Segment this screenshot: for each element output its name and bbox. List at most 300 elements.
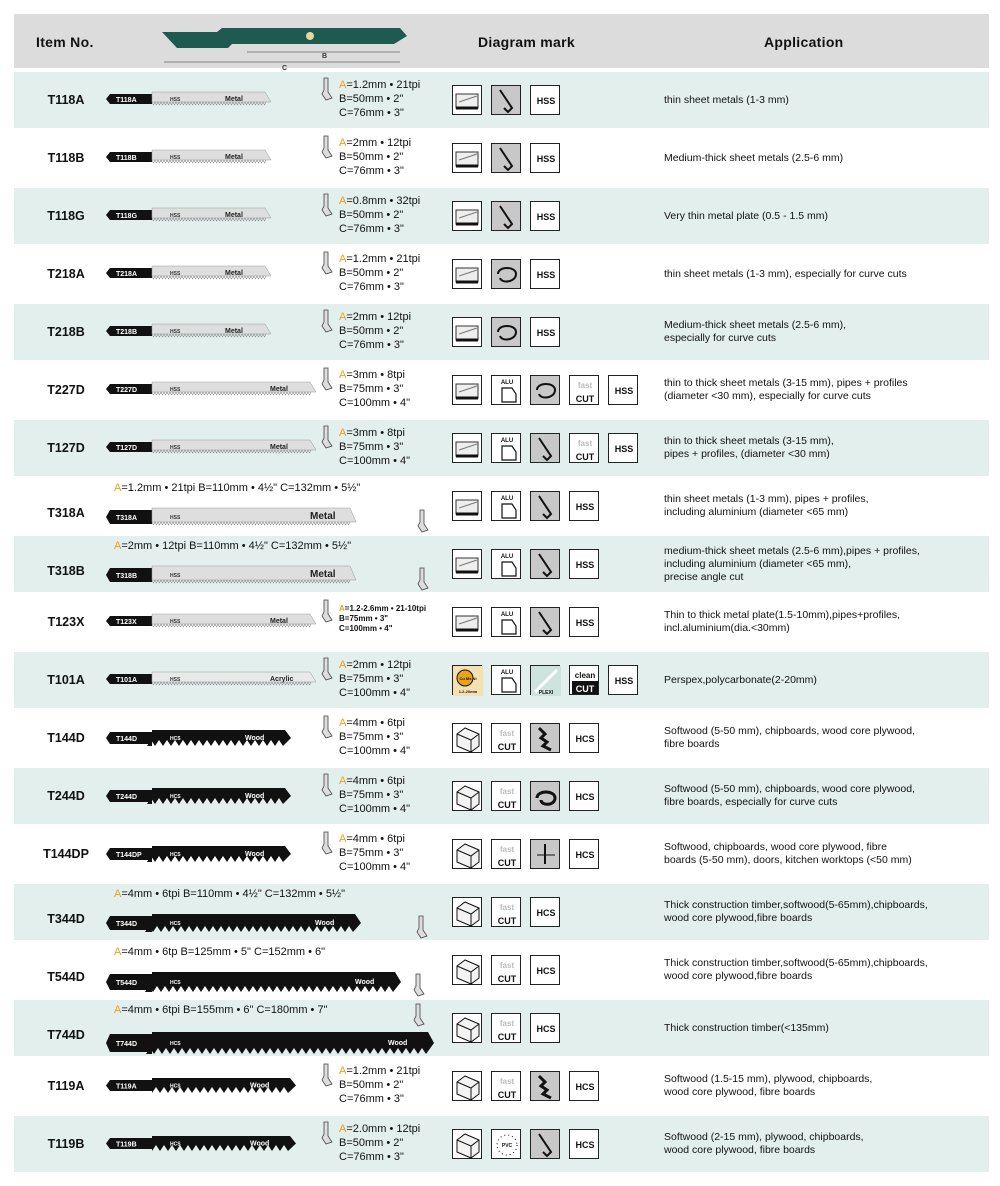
table-row <box>14 1116 989 1172</box>
aluminium-profile-icon <box>491 491 521 521</box>
hcs-steel-badge <box>569 781 599 811</box>
table-row <box>14 942 989 998</box>
application-text <box>664 435 984 461</box>
item-number: T118B <box>47 151 85 165</box>
dimension-value: =2mm • 12tpi <box>346 659 412 671</box>
dimension-value: =4mm • 6tpi <box>346 833 405 845</box>
table-row <box>14 1058 989 1114</box>
svg-text:HSS: HSS <box>614 386 634 396</box>
blade-body <box>147 788 291 804</box>
blade-shank-label: T118G <box>116 213 138 220</box>
curve-cut-icon <box>491 317 521 347</box>
dimension-a-label: A <box>339 717 347 729</box>
diagram-marks <box>452 723 599 753</box>
application-line: thin to thick sheet metals (3-15 mm), pipes + profiles <box>664 377 908 389</box>
application-text <box>664 377 984 403</box>
diagram-marks <box>452 259 560 289</box>
diagram-marks <box>452 1129 599 1159</box>
svg-text:HCS: HCS <box>575 792 595 802</box>
blade-teeth <box>152 580 350 583</box>
svg-text:CUT: CUT <box>575 394 595 404</box>
hcs-steel-badge <box>530 897 560 927</box>
blade-shank-label: T244D <box>116 794 138 801</box>
svg-text:HSS: HSS <box>536 96 556 106</box>
application-line: Very thin metal plate (0.5 - 1.5 mm) <box>664 209 828 222</box>
application-text <box>664 319 984 345</box>
dimension-line: B=75mm • 3" <box>339 731 404 743</box>
dimension-a-label: A <box>339 1065 347 1077</box>
jigsaw-direction-icon <box>322 716 332 738</box>
item-number: T227D <box>47 383 85 397</box>
dimension-line: C=76mm • 3" <box>339 281 404 293</box>
application-line: incl.aluminium(dia.<30mm) <box>664 622 790 634</box>
dimension-line: B=50mm • 2" <box>339 1137 404 1149</box>
application-line: Thick construction timber,softwood(5-65mm),chipboards, <box>664 899 928 911</box>
svg-text:Cu Ms Ni: Cu Ms Ni <box>459 676 477 681</box>
blade-steel-label: HSS <box>170 619 181 625</box>
dimension-line: C=100mm • 4" <box>339 397 411 409</box>
header-label-c: C <box>282 65 288 72</box>
svg-text:ALU: ALU <box>500 496 514 502</box>
table-row <box>14 1000 989 1056</box>
fast-cut-icon <box>491 897 521 927</box>
dimension-line: B=75mm • 3" <box>339 614 389 623</box>
dimension-line <box>339 832 410 846</box>
application-text <box>664 725 984 751</box>
application-line: Perspex,polycarbonate(2-20mm) <box>664 673 817 686</box>
wood-block-icon <box>452 839 482 869</box>
blade-dimensions <box>339 832 410 874</box>
blade-shank-label: T144D <box>116 736 138 743</box>
svg-text:HSS: HSS <box>575 618 595 628</box>
fast-cut-icon <box>491 955 521 985</box>
blade-material-label: Metal <box>225 96 243 103</box>
dimension-line <box>339 310 411 324</box>
blade-shank-label: T127D <box>116 445 138 452</box>
blade-dimensions <box>339 194 420 236</box>
dimension-line: C=76mm • 3" <box>339 1151 404 1163</box>
svg-text:CUT: CUT <box>497 800 517 810</box>
hss-steel-badge <box>530 259 560 289</box>
blade-teeth <box>152 522 350 525</box>
application-line: precise angle cut <box>664 570 744 583</box>
dimension-value: =4mm • 6tp B=125mm • 5" C=152mm • 6" <box>121 946 326 958</box>
fast-cut-icon <box>491 723 521 753</box>
rough-cut-icon <box>530 1071 560 1101</box>
blade-steel-label: HSS <box>170 515 181 521</box>
dimension-a-label: A <box>114 946 122 958</box>
svg-text:HSS: HSS <box>536 212 556 222</box>
jigsaw-direction-icon <box>322 774 332 796</box>
wood-block-icon <box>452 781 482 811</box>
jigsaw-direction-icon <box>418 510 428 532</box>
svg-text:fast: fast <box>577 381 593 390</box>
blade-image <box>14 826 374 882</box>
hss-steel-badge <box>530 317 560 347</box>
dimension-value: =2mm • 12tpi <box>346 137 412 149</box>
dimension-value: =1.2-2.6mm • 21-10tpi <box>344 604 427 613</box>
svg-text:CUT: CUT <box>497 916 517 926</box>
hss-steel-badge <box>608 433 638 463</box>
svg-text:ALU: ALU <box>500 554 514 560</box>
sheet-metal-icon <box>452 549 482 579</box>
jigsaw-direction-icon <box>322 78 332 100</box>
application-line: Softwood, chipboards, wood core plywood, fibre <box>664 841 887 853</box>
dimension-value: =1.2mm • 21tpi <box>346 253 421 265</box>
blade-steel-label: HCS <box>170 1083 181 1090</box>
blade-material-label: Metal <box>270 386 288 393</box>
diagram-marks <box>452 665 638 695</box>
jigsaw-direction-icon <box>322 1064 332 1086</box>
diagram-marks <box>452 897 560 927</box>
dimension-value: =4mm • 6tpi <box>346 717 405 729</box>
blade-material-label: Wood <box>355 979 375 986</box>
sheet-metal-icon <box>452 143 482 173</box>
non-ferrous-metal-icon <box>452 665 482 695</box>
application-line: boards (5-50 mm), doors, kitchen worktops (<50 mm) <box>664 854 912 866</box>
jigsaw-direction-icon <box>322 600 332 622</box>
fast-cut-icon <box>491 781 521 811</box>
svg-text:fast: fast <box>577 439 593 448</box>
item-number: T101A <box>47 673 85 687</box>
application-line: thin sheet metals (1-3 mm) <box>664 93 789 106</box>
item-number: T744D <box>47 1028 85 1042</box>
application-line: Medium-thick sheet metals (2.5-6 mm), <box>664 319 847 331</box>
dimension-line <box>339 1064 420 1078</box>
aluminium-profile-icon <box>491 375 521 405</box>
application-line: fibre boards <box>664 738 720 750</box>
hcs-steel-badge <box>530 955 560 985</box>
dimension-line <box>339 252 420 266</box>
hss-steel-badge <box>608 375 638 405</box>
rough-cut-icon <box>530 723 560 753</box>
dimension-line: B=75mm • 3" <box>339 441 404 453</box>
dimension-line <box>339 136 411 150</box>
dimension-line: C=100mm • 4" <box>339 687 411 699</box>
sheet-metal-icon <box>452 375 482 405</box>
dimension-line <box>339 194 420 208</box>
dimension-value: =0.8mm • 32tpi <box>346 195 421 207</box>
table-row <box>14 188 989 244</box>
application-line: Thin to thick metal plate(1.5-10mm),pipes+profiles, <box>664 609 901 621</box>
diagram-marks <box>452 839 599 869</box>
dimension-line: C=76mm • 3" <box>339 339 404 351</box>
jigsaw-direction-icon <box>322 194 332 216</box>
application-line: fibre boards, especially for curve cuts <box>664 796 838 808</box>
svg-text:HSS: HSS <box>536 154 556 164</box>
dimension-line: C=76mm • 3" <box>339 165 404 177</box>
item-number: T119A <box>47 1079 85 1093</box>
dimension-value: =4mm • 6tpi <box>346 775 405 787</box>
blade-material-label: Metal <box>310 569 336 580</box>
item-number: T318B <box>47 564 85 578</box>
table-row <box>14 536 989 592</box>
blade-shank-label: T101A <box>116 677 138 684</box>
blade-shank-label: T227D <box>116 387 138 394</box>
blade-steel-label: HSS <box>170 445 181 451</box>
blade-steel-label: HSS <box>170 155 181 161</box>
precise-cut-icon <box>530 839 560 869</box>
blade-image <box>14 652 374 708</box>
dimension-line: C=76mm • 3" <box>339 223 404 235</box>
dimension-a-label: A <box>114 482 122 494</box>
header-label-b: B <box>322 53 328 60</box>
svg-text:HCS: HCS <box>536 1024 556 1034</box>
table-row <box>14 304 989 360</box>
dimension-line: B=50mm • 2" <box>339 151 404 163</box>
dimension-line: B=50mm • 2" <box>339 209 404 221</box>
blade-shank-label: T118A <box>116 97 137 104</box>
application-line: thin to thick sheet metals (3-15 mm), <box>664 435 834 447</box>
table-row <box>14 420 989 476</box>
sheet-metal-icon <box>452 607 482 637</box>
dimension-a-label: A <box>339 1123 347 1135</box>
svg-text:fast: fast <box>499 1077 515 1086</box>
sheet-metal-icon <box>452 491 482 521</box>
jigsaw-direction-icon <box>322 658 332 680</box>
application-text <box>664 609 984 635</box>
table-row <box>14 768 989 824</box>
blade-steel-label: HSS <box>170 271 181 277</box>
jigsaw-direction-icon <box>322 832 332 854</box>
dimension-line: B=50mm • 2" <box>339 325 404 337</box>
table-row <box>14 246 989 302</box>
sheet-metal-icon <box>452 259 482 289</box>
blade-dimensions <box>114 1004 327 1016</box>
dimension-value: =3mm • 8tpi <box>346 369 405 381</box>
dimension-a-label: A <box>114 540 122 552</box>
item-number: T544D <box>47 970 85 984</box>
svg-text:fast: fast <box>499 845 515 854</box>
dimension-a-label: A <box>339 137 347 149</box>
blade-image <box>14 188 374 244</box>
blade-dimensions <box>339 604 426 634</box>
blade-steel-label: HSS <box>170 573 181 579</box>
blade-image <box>14 130 374 186</box>
svg-text:fast: fast <box>499 1019 515 1028</box>
straight-cut-icon <box>530 1129 560 1159</box>
sheet-metal-icon <box>452 85 482 115</box>
blade-steel-label: HSS <box>170 329 181 335</box>
dimension-line <box>339 426 410 440</box>
item-number: T218B <box>47 325 85 339</box>
hss-steel-badge <box>569 491 599 521</box>
blade-material-label: Metal <box>225 328 243 335</box>
application-text <box>664 545 984 584</box>
blade-shank-label: T118B <box>116 155 137 162</box>
application-text <box>664 493 984 519</box>
svg-text:HCS: HCS <box>536 966 556 976</box>
application-line: Softwood (2-15 mm), plywood, chipboards, <box>664 1131 864 1143</box>
diagram-marks <box>452 85 560 115</box>
jigsaw-direction-icon <box>322 252 332 274</box>
application-line: wood core plywood, fibre boards <box>664 1144 816 1156</box>
dimension-a-label: A <box>339 253 347 265</box>
blade-shank-label: T119B <box>116 1141 137 1149</box>
application-text <box>664 1073 984 1099</box>
item-number: T344D <box>47 912 85 926</box>
blade-dimensions <box>339 252 420 294</box>
svg-text:HSS: HSS <box>536 270 556 280</box>
application-text <box>664 1022 984 1035</box>
svg-text:CUT: CUT <box>497 974 517 984</box>
svg-text:clean: clean <box>574 671 596 680</box>
blade-image <box>14 1058 374 1114</box>
blade-shank-label: T318A <box>116 515 138 522</box>
blade-steel-label: HSS <box>170 677 181 683</box>
dimension-a-label: A <box>114 1004 122 1016</box>
application-line: including aluminium (diameter <65 mm) <box>664 506 849 518</box>
dimension-a-label: A <box>339 311 347 323</box>
straight-cut-icon <box>530 607 560 637</box>
blade-body <box>147 730 291 746</box>
svg-text:HSS: HSS <box>575 560 595 570</box>
blade-image <box>14 710 374 766</box>
hss-steel-badge <box>569 549 599 579</box>
application-line: Softwood (5-50 mm), chipboards, wood core plywood, <box>664 725 915 737</box>
wood-block-icon <box>452 1071 482 1101</box>
blade-steel-label: HSS <box>170 387 181 393</box>
diagram-marks <box>452 433 638 463</box>
item-number: T318A <box>47 506 85 520</box>
dimension-line: B=75mm • 3" <box>339 847 404 859</box>
dimension-line <box>339 604 426 614</box>
application-line: pipes + profiles, (diameter <30 mm) <box>664 448 830 460</box>
plexi-material-icon <box>530 665 560 695</box>
aluminium-profile-icon <box>491 607 521 637</box>
dimension-a-label: A <box>339 369 347 381</box>
dimension-a-label: A <box>339 427 347 439</box>
blade-material-label: Wood <box>245 735 265 742</box>
table-row <box>14 72 989 128</box>
application-text <box>664 957 984 983</box>
header-diagram-mark: Diagram mark <box>478 34 575 50</box>
application-line: wood core plywood,fibre boards <box>664 970 813 982</box>
item-number: T118A <box>47 93 85 107</box>
svg-text:HCS: HCS <box>575 850 595 860</box>
dimension-line: C=100mm • 4" <box>339 861 411 873</box>
dimension-line <box>339 1122 420 1136</box>
blade-shank-label: T318B <box>116 573 138 580</box>
blade-dimensions <box>339 426 410 468</box>
dimension-value: =4mm • 6tpi B=155mm • 6" C=180mm • 7" <box>121 1004 328 1016</box>
dimension-value: =1.2mm • 21tpi <box>346 79 421 91</box>
fast-cut-icon <box>491 1071 521 1101</box>
blade-shank-label: T744D <box>116 1041 138 1048</box>
application-line: thin sheet metals (1-3 mm), pipes + profiles, <box>664 493 869 505</box>
diagram-marks <box>452 375 638 405</box>
svg-text:PVC: PVC <box>501 1143 513 1149</box>
aluminium-profile-icon <box>491 549 521 579</box>
diagram-marks <box>452 1013 560 1043</box>
application-line: Medium-thick sheet metals (2.5-6 mm) <box>664 151 844 164</box>
blade-material-label: Acrylic <box>270 676 294 683</box>
diagram-marks <box>452 607 599 637</box>
straight-cut-icon <box>530 433 560 463</box>
dimension-a-label: A <box>339 79 347 91</box>
diagram-marks <box>452 201 560 231</box>
table-row <box>14 884 989 940</box>
fast-cut-icon <box>569 433 599 463</box>
blade-material-label: Metal <box>270 444 288 451</box>
svg-text:ALU: ALU <box>500 670 514 676</box>
blade-dimensions <box>339 1122 420 1164</box>
application-text <box>664 210 984 223</box>
blade-dimensions <box>339 368 410 410</box>
blade-material-label: Wood <box>250 1082 270 1090</box>
blade-dimensions <box>339 658 411 700</box>
jigsaw-direction-icon <box>417 916 427 938</box>
hss-steel-badge <box>530 143 560 173</box>
blade-image <box>14 246 374 302</box>
application-text <box>664 674 984 687</box>
table-row <box>14 652 989 708</box>
application-text <box>664 94 984 107</box>
svg-text:fast: fast <box>499 729 515 738</box>
application-text <box>664 268 984 281</box>
pvc-pipe-icon <box>491 1129 521 1159</box>
fast-cut-icon <box>569 375 599 405</box>
application-text <box>664 152 984 165</box>
item-number: T218A <box>47 267 85 281</box>
aluminium-profile-icon <box>491 433 521 463</box>
application-text <box>664 1131 984 1157</box>
svg-text:ALU: ALU <box>500 380 514 386</box>
blade-steel-label: HCS <box>170 736 181 742</box>
blade-shank-label: T218B <box>116 329 138 336</box>
blade-material-label: Wood <box>315 920 335 927</box>
application-line: wood core plywood, fibre boards <box>664 1086 816 1098</box>
svg-text:CUT: CUT <box>497 742 517 752</box>
table-row <box>14 362 989 418</box>
blade-shank-label: T544D <box>116 980 138 987</box>
dimension-line: C=76mm • 3" <box>339 107 404 119</box>
blade-steel-label: HCS <box>170 852 181 858</box>
svg-text:HCS: HCS <box>575 1082 595 1092</box>
dimension-line <box>339 658 411 672</box>
dimension-a-label: A <box>339 833 347 845</box>
blade-image <box>14 72 374 128</box>
dimension-a-label: A <box>339 659 347 671</box>
sheet-metal-icon <box>452 433 482 463</box>
hcs-steel-badge <box>569 839 599 869</box>
svg-text:fast: fast <box>499 961 515 970</box>
header-application: Application <box>764 34 844 50</box>
clean-cut-icon <box>569 665 599 695</box>
dimension-line <box>339 716 410 730</box>
blade-image <box>14 362 374 418</box>
straight-cut-icon <box>491 201 521 231</box>
dimension-value: =3mm • 8tpi <box>346 427 405 439</box>
item-number: T127D <box>47 441 85 455</box>
blade-dimensions <box>339 78 420 120</box>
dimension-line <box>339 78 420 92</box>
hcs-steel-badge <box>569 1071 599 1101</box>
curve-cut-icon <box>530 375 560 405</box>
wood-block-icon <box>452 955 482 985</box>
diagram-marks <box>452 491 599 521</box>
hcs-steel-badge <box>569 1129 599 1159</box>
svg-text:HCS: HCS <box>536 908 556 918</box>
blade-material-label: Metal <box>270 618 288 625</box>
dimension-line: B=50mm • 2" <box>339 267 404 279</box>
application-text <box>664 899 984 925</box>
table-row <box>14 478 989 534</box>
table-header <box>14 14 989 72</box>
blade-steel-label: HSS <box>170 97 181 103</box>
application-line: Thick construction timber(<135mm) <box>664 1021 829 1034</box>
application-line: Softwood (1.5-15 mm), plywood, chipboards, <box>664 1073 873 1085</box>
